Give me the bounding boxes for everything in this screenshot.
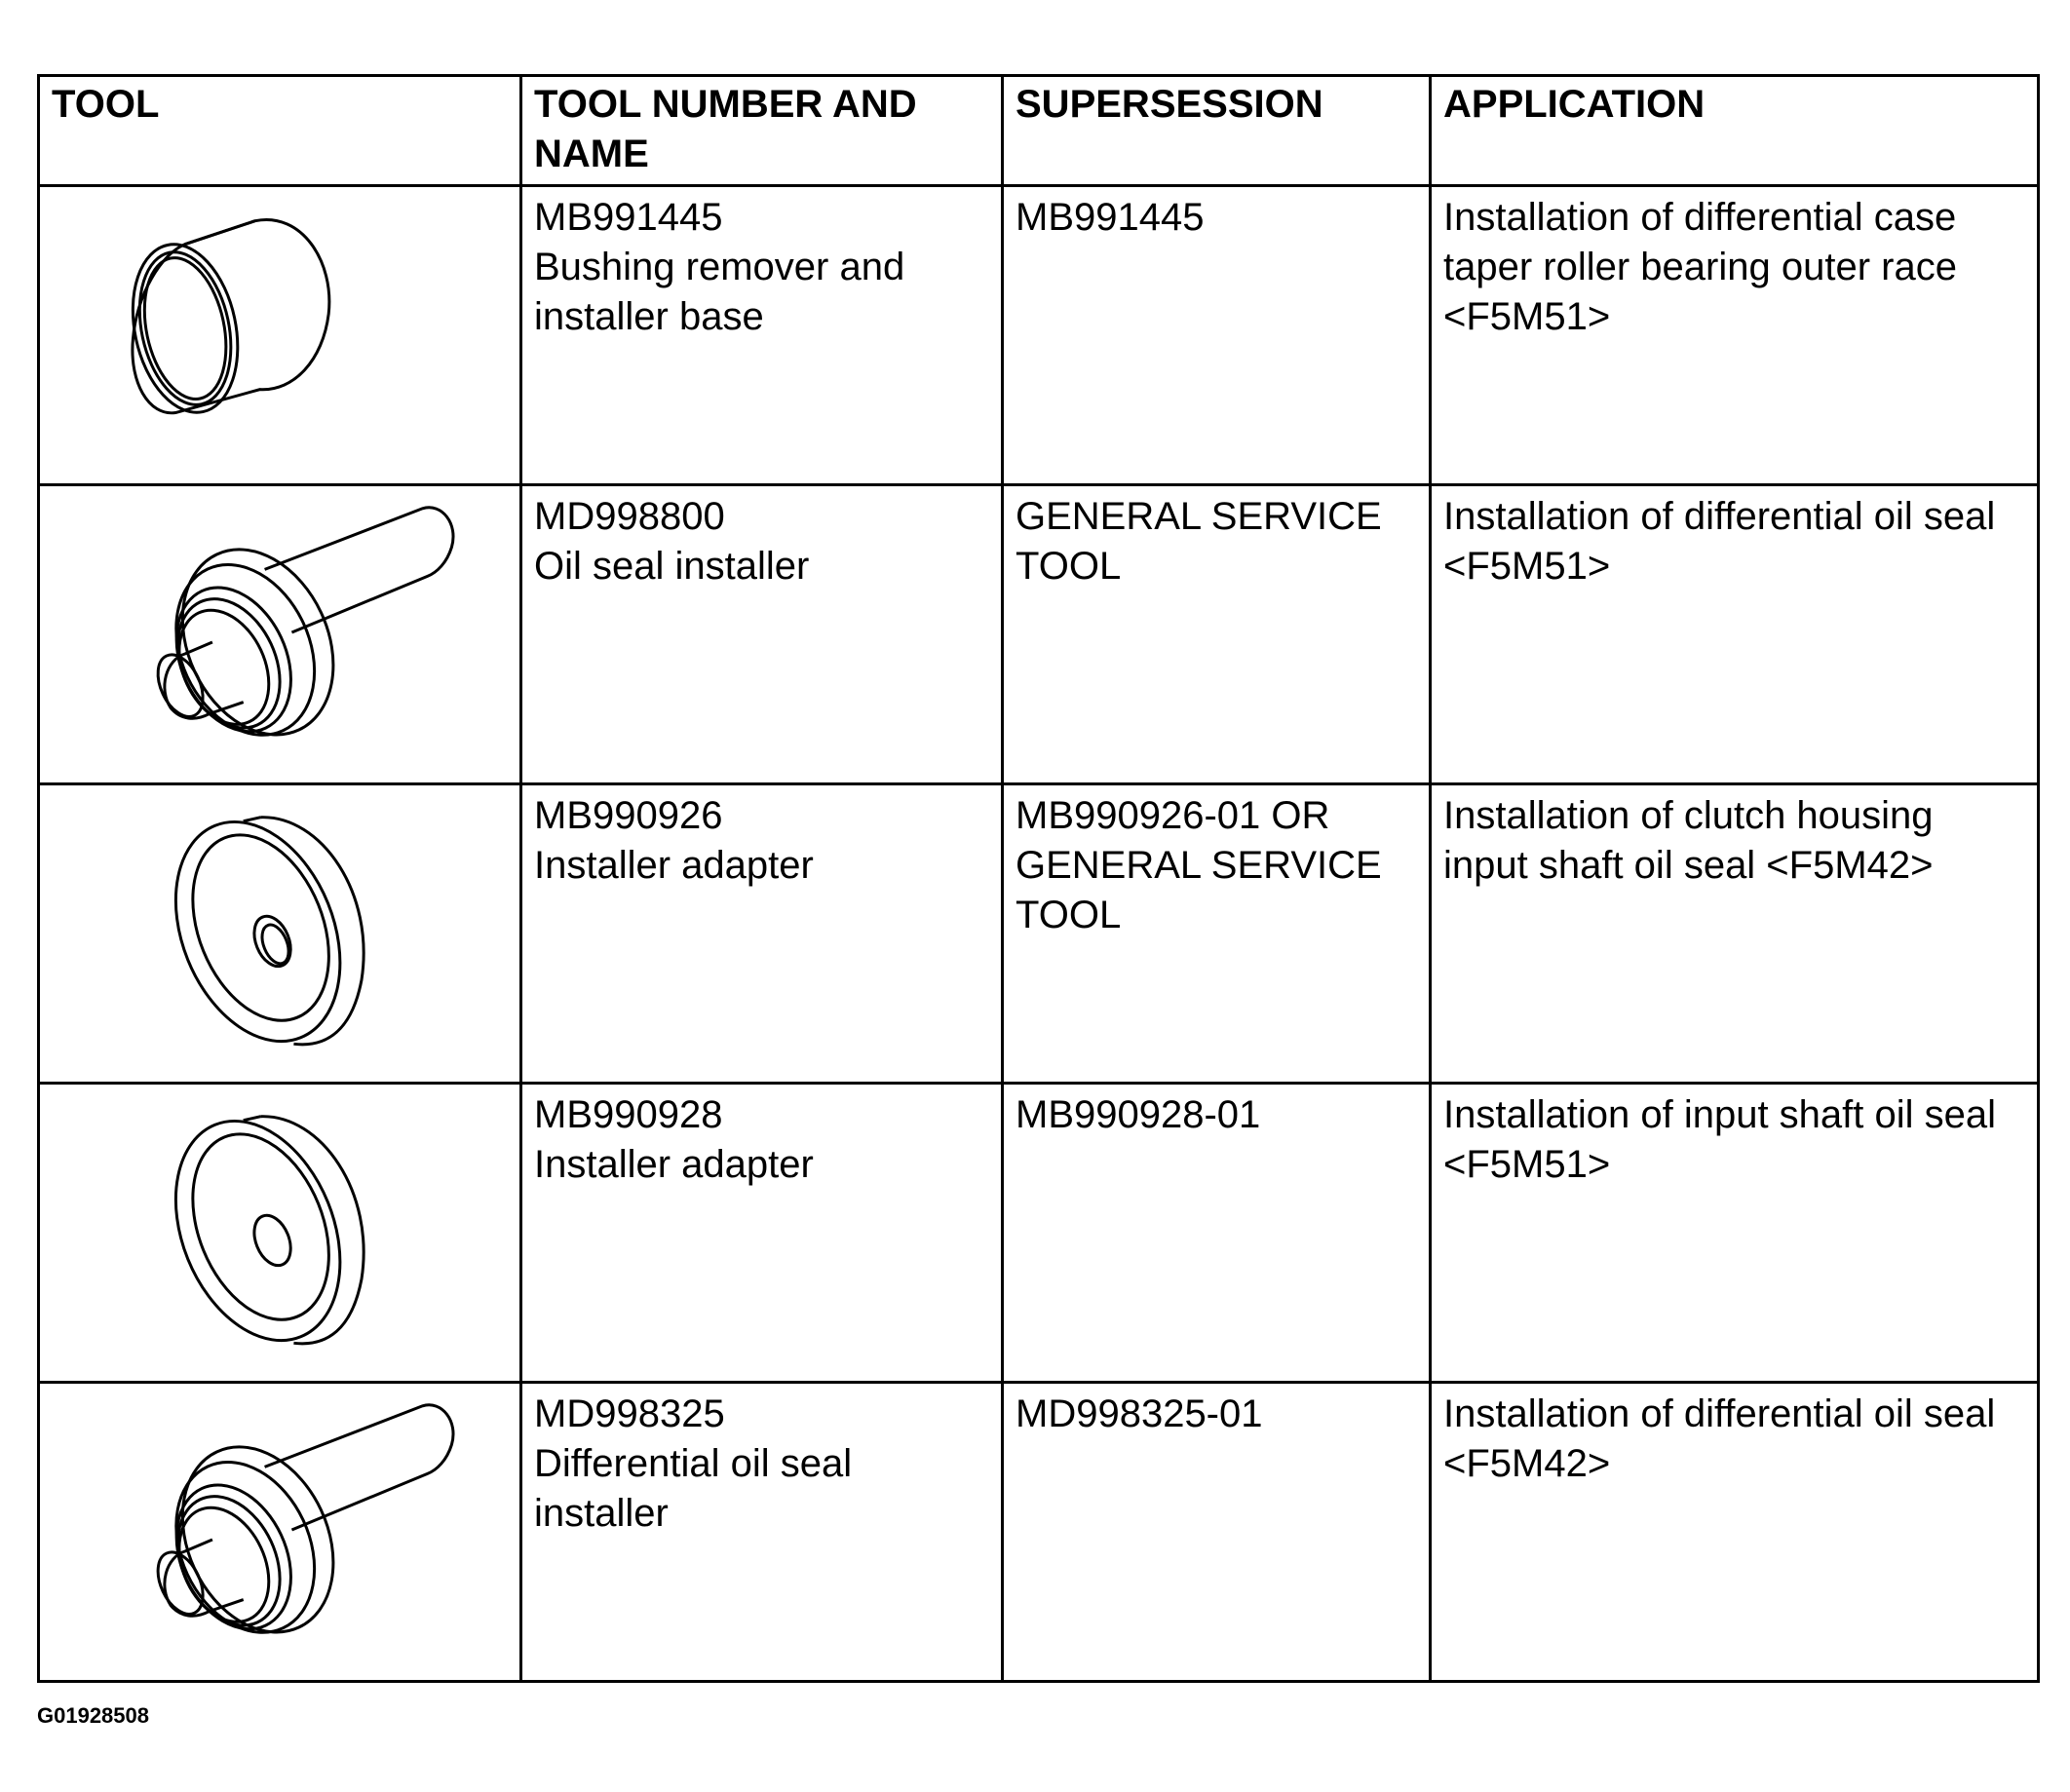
table-row	[39, 186, 2039, 485]
supersession-cell	[1003, 1383, 1431, 1682]
oil-seal-installer-drawing	[40, 486, 519, 781]
supersession-line: MB990926-01 OR	[1016, 794, 1330, 837]
tool-image-cell	[39, 1383, 521, 1682]
tool-number: MB991445	[534, 196, 723, 239]
table-row	[39, 485, 2039, 784]
table-row	[39, 784, 2039, 1084]
tool-name-line: installer base	[534, 295, 764, 338]
table-row	[39, 1084, 2039, 1383]
application-line: <F5M51>	[1443, 1143, 1611, 1186]
installer-adapter-drawing	[40, 1085, 519, 1379]
application-line: <F5M51>	[1443, 295, 1611, 338]
special-tools-table	[37, 74, 2040, 1683]
tool-name-line: Bushing remover and	[534, 246, 905, 288]
tool-number: MB990928	[534, 1093, 723, 1136]
tool-number-name-cell	[521, 1383, 1003, 1682]
table-row	[39, 1383, 2039, 1682]
tool-name-line: Installer adapter	[534, 844, 814, 887]
application-line: Installation of differential oil seal	[1443, 1392, 1996, 1435]
supersession-line: GENERAL SERVICE	[1016, 495, 1382, 538]
tool-number: MD998325	[534, 1392, 725, 1435]
header-line: NAME	[534, 133, 649, 175]
differential-oil-seal-installer-drawing	[40, 1384, 519, 1678]
application-cell	[1431, 1084, 2039, 1383]
header-line: TOOL NUMBER AND	[534, 83, 917, 126]
supersession-line: TOOL	[1016, 894, 1122, 936]
supersession-cell	[1003, 485, 1431, 784]
header-line: TOOL	[52, 83, 160, 126]
application-line: input shaft oil seal <F5M42>	[1443, 844, 1934, 887]
tool-number-name-cell	[521, 485, 1003, 784]
header-tool	[39, 76, 521, 186]
application-line: Installation of differential oil seal	[1443, 495, 1996, 538]
tool-name-line: Differential oil seal	[534, 1442, 853, 1485]
application-line: <F5M42>	[1443, 1442, 1611, 1485]
tool-name-line: Installer adapter	[534, 1143, 814, 1186]
tool-number-name-cell	[521, 784, 1003, 1084]
application-line: Installation of input shaft oil seal	[1443, 1093, 1997, 1136]
header-tool-number-name	[521, 76, 1003, 186]
supersession-line: MB990928-01	[1016, 1093, 1261, 1136]
tool-image-cell	[39, 1084, 521, 1383]
installer-adapter-drawing	[40, 785, 519, 1080]
supersession-cell	[1003, 784, 1431, 1084]
application-line: taper roller bearing outer race	[1443, 246, 1957, 288]
tool-number-name-cell	[521, 186, 1003, 485]
application-cell	[1431, 485, 2039, 784]
tool-name-line: installer	[534, 1492, 669, 1535]
tool-name-line: Oil seal installer	[534, 545, 810, 588]
tool-number: MB990926	[534, 794, 723, 837]
application-line: <F5M51>	[1443, 545, 1611, 588]
header-line: APPLICATION	[1443, 83, 1706, 126]
application-cell	[1431, 1383, 2039, 1682]
supersession-line: MB991445	[1016, 196, 1205, 239]
supersession-line: MD998325-01	[1016, 1392, 1263, 1435]
supersession-line: GENERAL SERVICE	[1016, 844, 1382, 887]
bushing-remover-base-drawing	[40, 187, 519, 481]
header-application	[1431, 76, 2039, 186]
application-line: Installation of differential case	[1443, 196, 1957, 239]
supersession-line: TOOL	[1016, 545, 1122, 588]
tool-image-cell	[39, 186, 521, 485]
header-supersession	[1003, 76, 1431, 186]
supersession-cell	[1003, 1084, 1431, 1383]
table-header-row	[39, 76, 2039, 186]
application-cell	[1431, 186, 2039, 485]
tool-number: MD998800	[534, 495, 725, 538]
header-line: SUPERSESSION	[1016, 83, 1323, 126]
supersession-cell	[1003, 186, 1431, 485]
tool-number-name-cell	[521, 1084, 1003, 1383]
tool-image-cell	[39, 485, 521, 784]
figure-code: G01928508	[37, 1703, 149, 1728]
tool-image-cell	[39, 784, 521, 1084]
application-cell	[1431, 784, 2039, 1084]
application-line: Installation of clutch housing	[1443, 794, 1934, 837]
